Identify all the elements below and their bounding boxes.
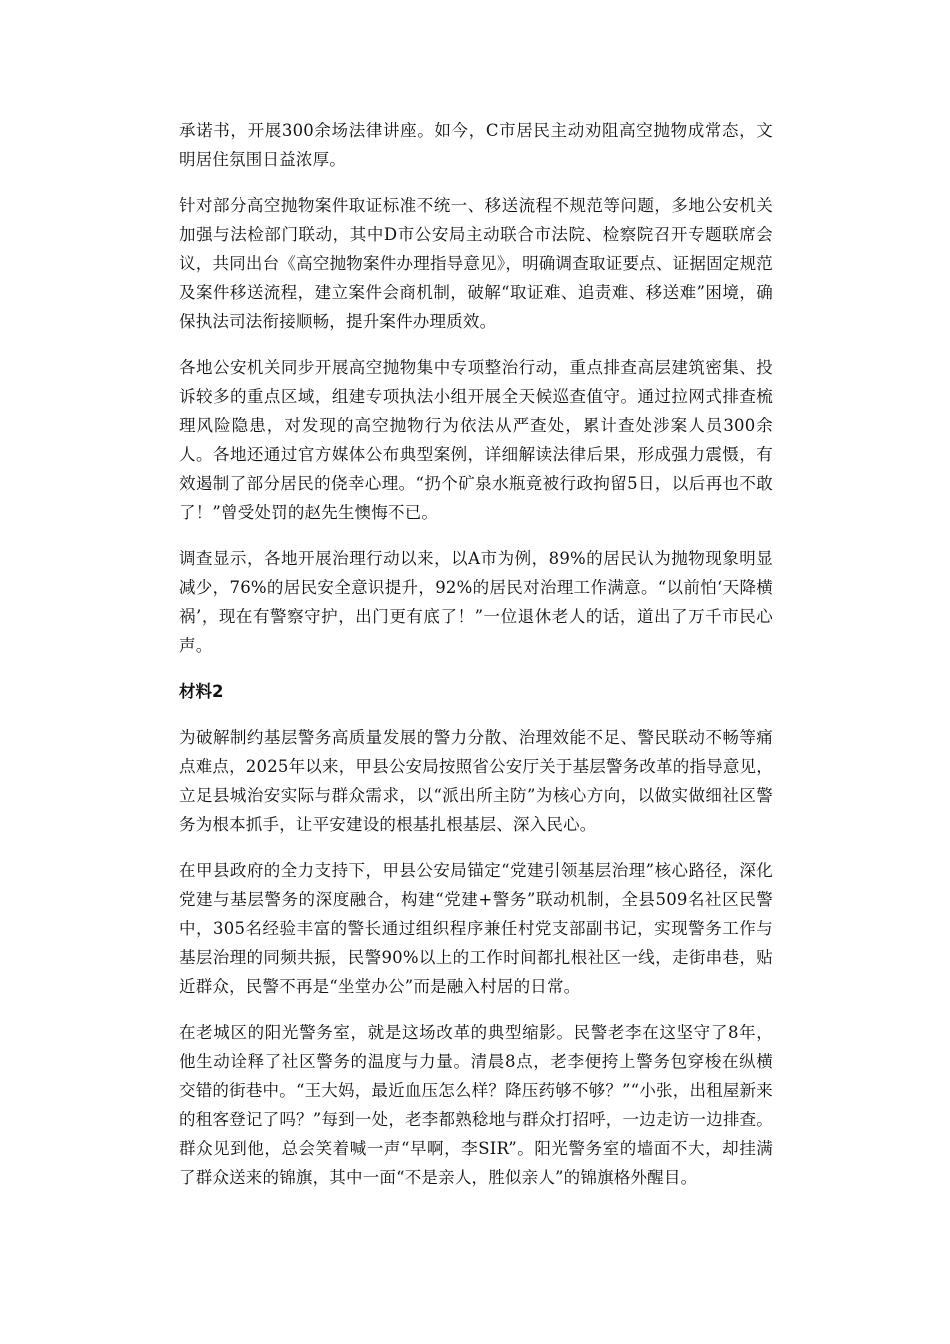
section-heading-material-2: 材料2	[179, 682, 224, 701]
paragraph-reform-background: 为破解制约基层警务高质量发展的警力分散、治理效能不足、警民联动不畅等痛点难点，2025年以来，甲县公安局按照省公安厅关于基层警务改革的指导意见，立足县城治安实际与群众需求，以“派出所主防”为核心方向，以做实做细社区警务为根本抓手，让平安建设的根基扎根基层、深入民心。	[179, 728, 773, 834]
paragraph-sunshine-police-office: 在老城区的阳光警务室，就是这场改革的典型缩影。民警老李在这坚守了8年，他生动诠释了社区警务的温度与力量。清晨8点，老李便挎上警务包穿梭在纵横交错的街巷中。“王大妈，最近血压怎么样？降压药够不够？”“小张，出租屋新来的租客登记了吗？”每到一处，老李都熟稔地与群众打招呼，一边走访一边排查。群众见到他，总会笑着喊一声“早啊，李SIR”。阳光警务室的墙面不大，却挂满了群众送来的锦旗，其中一面“不是亲人，胜似亲人”的锦旗格外醒目。	[179, 1023, 773, 1187]
document-page	[179, 116, 773, 1209]
paragraph-special-campaign: 各地公安机关同步开展高空抛物集中专项整治行动，重点排查高层建筑密集、投诉较多的重点区域，组建专项执法小组开展全天候巡查值守。通过拉网式排查梳理风险隐患，对发现的高空抛物行为依法从严查处，累计查处涉案人员300余人。各地还通过官方媒体公布典型案例，详细解读法律后果，形成强力震慑，有效遏制了部分居民的侥幸心理。“扔个矿泉水瓶竟被行政拘留5日，以后再也不敢了！”曾受处罚的赵先生懊悔不已。	[179, 358, 773, 522]
paragraph-continued-commitment: 承诺书，开展300余场法律讲座。如今，C市居民主动劝阻高空抛物成常态，文明居住氛围日益浓厚。	[179, 121, 773, 169]
paragraph-party-building: 在甲县政府的全力支持下，甲县公安局锚定“党建引领基层治理”核心路径，深化党建与基层警务的深度融合，构建“党建+警务”联动机制，全县509名社区民警中，305名经验丰富的警长通过组织程序兼任村党支部副书记，实现警务工作与基层治理的同频共振，民警90%以上的工作时间都扎根社区一线，走街串巷，贴近群众，民警不再是“坐堂办公”而是融入村居的日常。	[179, 861, 773, 996]
paragraph-evidence-standards: 针对部分高空抛物案件取证标准不统一、移送流程不规范等问题，多地公安机关加强与法检部门联动，其中D市公安局主动联合市法院、检察院召开专题联席会议，共同出台《高空抛物案件办理指导意见》，明确调查取证要点、证据固定规范及案件移送流程，建立案件会商机制，破解“取证难、追责难、移送难”困境，确保执法司法衔接顺畅，提升案件办理质效。	[179, 196, 773, 331]
paragraph-survey-results: 调查显示，各地开展治理行动以来，以A市为例，89%的居民认为抛物现象明显减少，76%的居民安全意识提升，92%的居民对治理工作满意。“以前怕‘天降横祸’，现在有警察守护，出门更有底了！”一位退休老人的话，道出了万千市民心声。	[179, 549, 773, 655]
